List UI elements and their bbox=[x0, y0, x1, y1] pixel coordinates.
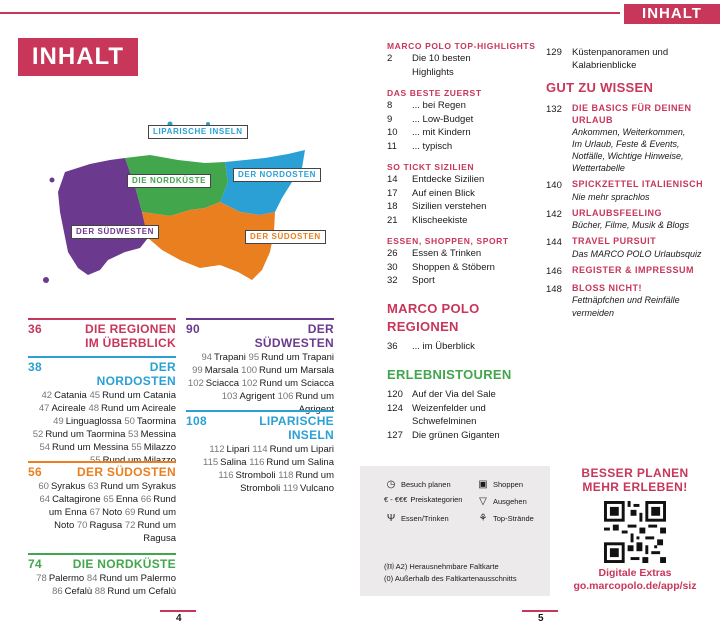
item-page: 52 bbox=[32, 428, 44, 440]
item-page: 60 bbox=[38, 480, 49, 492]
item-label: Salina bbox=[220, 456, 247, 468]
section-heading: MARCO POLO REGIONEN bbox=[387, 300, 480, 334]
toc-column-4 bbox=[546, 46, 716, 324]
item-label: Ragusa bbox=[89, 520, 123, 532]
entry-subtitle: Bücher, Filme, Musik & Blogs bbox=[572, 220, 690, 231]
toc-row[interactable] bbox=[387, 214, 547, 227]
toc-label: Weizenfelder und bbox=[412, 402, 486, 414]
toc-row[interactable] bbox=[387, 140, 547, 153]
header-bar bbox=[0, 4, 720, 20]
region-item-line bbox=[28, 441, 176, 454]
legend-item: € - €€€ Preiskategorien bbox=[384, 495, 463, 504]
toc-page: 32 bbox=[387, 275, 398, 287]
toc-page: 140 bbox=[546, 180, 562, 192]
region-item-line bbox=[186, 443, 334, 456]
toc-entry[interactable] bbox=[546, 265, 716, 278]
item-page: 88 bbox=[94, 585, 106, 597]
promo-url[interactable]: go.marcopolo.de/app/siz bbox=[573, 579, 697, 592]
item-page: 116 bbox=[218, 469, 234, 481]
item-label: Marsala bbox=[204, 364, 239, 376]
region-overview bbox=[28, 318, 176, 351]
region-suedwesten bbox=[186, 318, 334, 416]
region-item[interactable] bbox=[203, 457, 247, 468]
toc-label: Shoppen & Stöbern bbox=[412, 261, 495, 273]
page-number-right: 5 bbox=[538, 613, 544, 624]
toc-row[interactable] bbox=[387, 99, 547, 112]
item-page: 54 bbox=[39, 442, 51, 454]
region-item[interactable] bbox=[249, 457, 334, 468]
region-item[interactable] bbox=[241, 365, 334, 376]
region-item[interactable] bbox=[38, 481, 85, 492]
region-item[interactable] bbox=[283, 483, 334, 494]
item-label: Rund um Catania bbox=[102, 389, 176, 401]
toc-page: 142 bbox=[546, 208, 562, 220]
toc-row[interactable] bbox=[387, 113, 547, 126]
toc-label: ... mit Kindern bbox=[412, 127, 471, 139]
page-number-left: 4 bbox=[176, 613, 182, 624]
entry-subtitle: Wettertabelle bbox=[572, 163, 625, 174]
region-item[interactable] bbox=[128, 429, 176, 440]
item-label: Messina bbox=[140, 428, 176, 440]
item-label: Rund um Trapani bbox=[261, 351, 334, 363]
item-label: Rund um Taormina bbox=[45, 428, 126, 440]
toc-label: Essen & Trinken bbox=[412, 248, 482, 260]
toc-page bbox=[387, 415, 412, 428]
item-label: Noto bbox=[102, 507, 123, 519]
item-label: Rund um bbox=[137, 507, 176, 519]
toc-label: Sport bbox=[412, 275, 435, 287]
toc-page: 148 bbox=[546, 284, 562, 296]
promo-line-2: MEHR ERLEBEN! bbox=[582, 480, 688, 495]
toc-page: 11 bbox=[387, 140, 397, 152]
item-label: Rund um Sciacca bbox=[259, 377, 334, 389]
toc-label: Entdecke Sizilien bbox=[412, 174, 485, 186]
promo-block bbox=[560, 466, 710, 593]
legend-item: Ψ Essen/Trinken bbox=[384, 512, 449, 525]
toc-page: 120 bbox=[387, 389, 403, 401]
entry-heading: REGISTER & IMPRESSUM bbox=[572, 264, 695, 275]
section-heading: MARCO POLO TOP-HIGHLIGHTS bbox=[387, 41, 536, 51]
item-page: 65 bbox=[103, 493, 114, 505]
item-label: Rund um Messina bbox=[52, 442, 129, 454]
region-item-line bbox=[28, 532, 176, 545]
region-item[interactable] bbox=[201, 352, 245, 363]
region-item-line bbox=[28, 572, 176, 585]
item-page: 45 bbox=[89, 389, 101, 401]
promo-line-1: BESSER PLANEN bbox=[581, 466, 689, 480]
toc-page: 14 bbox=[387, 174, 398, 186]
toc-label: Auf einen Blick bbox=[412, 187, 475, 199]
toc-label: Auf der Via del Sale bbox=[412, 389, 496, 401]
region-item[interactable] bbox=[143, 533, 176, 544]
map-label-suedosten: DER SÜDOSTEN bbox=[245, 230, 326, 244]
item-label: Rund um Lipari bbox=[269, 443, 334, 455]
region-item[interactable] bbox=[53, 416, 122, 427]
toc-row[interactable] bbox=[387, 247, 547, 260]
region-item-line bbox=[186, 364, 334, 377]
region-item[interactable] bbox=[242, 378, 334, 389]
toc-row[interactable] bbox=[387, 66, 547, 79]
region-item-line bbox=[28, 389, 176, 402]
toc-label: Highlights bbox=[412, 66, 454, 78]
entry-subtitle: Notfälle, Wichtige Hinweise, bbox=[572, 151, 684, 162]
region-item[interactable] bbox=[188, 378, 239, 389]
toc-label: ... Low-Budget bbox=[412, 113, 474, 125]
toc-row[interactable] bbox=[387, 429, 547, 442]
region-title: DIE NORDKÜSTE bbox=[72, 557, 176, 571]
item-page: 67 bbox=[89, 507, 101, 519]
region-title: DIE REGIONEN IM ÜBERBLICK bbox=[85, 322, 176, 350]
legend-item: ▽ Ausgehen bbox=[476, 495, 527, 508]
region-item[interactable] bbox=[52, 586, 92, 597]
toc-page: 9 bbox=[387, 113, 393, 125]
region-item[interactable] bbox=[124, 416, 176, 427]
toc-entry[interactable] bbox=[546, 208, 716, 231]
item-page: 100 bbox=[241, 364, 258, 376]
section-heading: ERLEBNISTOUREN bbox=[387, 366, 512, 382]
region-item[interactable] bbox=[89, 390, 176, 401]
legend-item: ▣ Shoppen bbox=[476, 478, 523, 491]
entry-subtitle: Das MARCO POLO Urlaubsquiz bbox=[572, 248, 702, 259]
region-title: DER SÜDWESTEN bbox=[254, 322, 334, 350]
map-label-suedwesten: DER SÜDWESTEN bbox=[71, 225, 159, 239]
toc-column-3 bbox=[387, 40, 547, 442]
region-item-line bbox=[186, 456, 334, 469]
item-label: Rund um bbox=[295, 390, 334, 402]
toc-page: 144 bbox=[546, 237, 562, 249]
region-item-line bbox=[28, 493, 176, 506]
region-item[interactable] bbox=[54, 520, 74, 531]
region-item-line bbox=[28, 519, 176, 532]
item-label: Rund um Salina bbox=[266, 456, 334, 468]
toc-row[interactable] bbox=[387, 261, 547, 274]
toc-label: Die 10 besten bbox=[412, 53, 471, 65]
item-page: 48 bbox=[88, 402, 100, 414]
item-page: 102 bbox=[187, 377, 204, 389]
item-label: Rund bbox=[153, 493, 176, 505]
item-label: Taormina bbox=[136, 415, 176, 427]
page-number: 38 bbox=[28, 360, 42, 374]
item-label: Lipari bbox=[226, 443, 250, 455]
toc-page bbox=[387, 66, 412, 79]
item-page: 72 bbox=[124, 520, 136, 532]
toc-row[interactable] bbox=[387, 52, 547, 65]
region-item[interactable] bbox=[33, 429, 126, 440]
palm-icon: ⚘ bbox=[478, 513, 488, 524]
region-items bbox=[186, 351, 334, 417]
cocktail-icon: ▽ bbox=[479, 496, 487, 507]
toc-row[interactable] bbox=[546, 46, 716, 59]
toc-row[interactable] bbox=[387, 388, 547, 401]
region-item[interactable] bbox=[141, 494, 176, 505]
entry-heading: DIE BASICS FÜR DEINEN bbox=[572, 103, 692, 114]
toc-row[interactable] bbox=[387, 415, 547, 428]
item-page: 55 bbox=[131, 442, 142, 454]
item-label: Vulcano bbox=[300, 482, 334, 494]
item-label: um Enna bbox=[48, 507, 87, 519]
item-page: 118 bbox=[278, 469, 294, 481]
page-number: 90 bbox=[186, 322, 200, 336]
map-label-nordkueste: DIE NORDKÜSTE bbox=[127, 174, 211, 188]
toc-label: Kalabrienblicke bbox=[572, 60, 637, 72]
item-label: Milazzo bbox=[143, 442, 176, 454]
toc-row[interactable] bbox=[387, 126, 547, 139]
item-label: Stromboli bbox=[235, 469, 276, 481]
toc-label: ... bei Regen bbox=[412, 100, 466, 112]
item-page: 114 bbox=[252, 443, 268, 455]
item-page: 103 bbox=[221, 390, 238, 402]
item-label: Enna bbox=[115, 493, 139, 505]
item-label: Rund um Acireale bbox=[101, 402, 176, 414]
entry-heading: URLAUB bbox=[572, 114, 613, 125]
page-number: 74 bbox=[28, 557, 42, 571]
item-label: Cefalù bbox=[64, 585, 93, 597]
toc-page: 2 bbox=[387, 53, 393, 65]
region-item[interactable] bbox=[222, 391, 275, 402]
region-items bbox=[186, 443, 334, 495]
toc-entry[interactable] bbox=[546, 179, 716, 202]
region-nordosten bbox=[28, 356, 176, 467]
toc-entry[interactable] bbox=[546, 283, 716, 319]
region-item[interactable] bbox=[42, 390, 87, 401]
toc-label: ... im Überblick bbox=[412, 341, 475, 353]
item-page: 49 bbox=[53, 415, 64, 427]
map-label-liparische: LIPARISCHE INSELN bbox=[148, 125, 248, 139]
cutlery-icon: Ψ bbox=[386, 513, 396, 524]
item-page: 84 bbox=[86, 572, 98, 584]
region-item-line bbox=[28, 428, 176, 441]
region-item[interactable] bbox=[36, 573, 84, 584]
item-page: 95 bbox=[248, 351, 260, 363]
item-page: 70 bbox=[76, 520, 88, 532]
item-label: Noto bbox=[54, 520, 75, 532]
region-suedosten bbox=[28, 461, 176, 545]
item-page: 42 bbox=[41, 389, 53, 401]
toc-entry[interactable] bbox=[546, 103, 716, 174]
toc-row[interactable] bbox=[387, 274, 547, 287]
region-item[interactable] bbox=[95, 586, 176, 597]
item-page: 47 bbox=[38, 402, 50, 414]
page-number: 36 bbox=[28, 322, 42, 336]
item-page: 63 bbox=[87, 480, 99, 492]
region-item-line bbox=[28, 585, 176, 598]
header-rule bbox=[0, 12, 620, 14]
item-page: 50 bbox=[124, 415, 135, 427]
clock-icon: ◷ bbox=[386, 479, 396, 490]
region-item[interactable] bbox=[88, 403, 176, 414]
map-label-nordosten: DER NORDOSTEN bbox=[233, 168, 321, 182]
item-page: 66 bbox=[140, 493, 152, 505]
toc-label: Küstenpanoramen und bbox=[572, 47, 669, 58]
region-liparische bbox=[186, 410, 334, 495]
toc-page: 10 bbox=[387, 127, 398, 139]
entry-subtitle: Im Urlaub, Feste & Events, bbox=[572, 139, 680, 150]
item-label: Syrakus bbox=[50, 480, 86, 492]
toc-page: 36 bbox=[387, 341, 398, 353]
entry-subtitle: vermeiden bbox=[572, 307, 615, 318]
section-heading: DAS BESTE ZUERST bbox=[387, 88, 482, 99]
region-item-line bbox=[28, 415, 176, 428]
entry-heading: TRAVEL PURSUIT bbox=[572, 236, 657, 247]
item-page: 69 bbox=[124, 507, 136, 519]
toc-page: 21 bbox=[387, 214, 398, 226]
page-number: 108 bbox=[186, 414, 207, 428]
region-item[interactable] bbox=[90, 507, 123, 518]
legend-note: (⒨ A2) Herausnehmbare Faltkarte bbox=[384, 562, 499, 571]
section-heading: ESSEN, SHOPPEN, SPORT bbox=[387, 236, 509, 247]
page-title: INHALT bbox=[18, 38, 138, 76]
region-item[interactable] bbox=[39, 442, 128, 453]
toc-page: 18 bbox=[387, 201, 398, 213]
region-item[interactable] bbox=[77, 520, 122, 531]
header-tag: INHALT bbox=[624, 4, 720, 24]
item-label: Stromboli bbox=[240, 482, 281, 494]
item-label: Caltagirone bbox=[52, 493, 101, 505]
item-label: Rund um Palermo bbox=[99, 572, 176, 584]
legend-note: (0) Außerhalb des Faltkartenausschnitts bbox=[384, 574, 517, 583]
region-item-line bbox=[186, 482, 334, 495]
toc-row[interactable] bbox=[387, 173, 547, 186]
toc-page: 26 bbox=[387, 248, 398, 260]
item-label: Ragusa bbox=[143, 533, 176, 545]
toc-label: Klischeekiste bbox=[412, 214, 468, 226]
item-label: Catania bbox=[54, 389, 87, 401]
region-item[interactable] bbox=[131, 442, 176, 453]
section-heading: SO TICKT SIZILIEN bbox=[387, 162, 475, 173]
item-page: 94 bbox=[201, 351, 213, 363]
region-item-line bbox=[186, 390, 334, 403]
region-item[interactable] bbox=[125, 507, 176, 518]
item-page: 102 bbox=[241, 377, 258, 389]
region-items bbox=[28, 480, 176, 546]
item-label: Rund um bbox=[137, 520, 176, 532]
toc-row[interactable] bbox=[387, 340, 547, 353]
region-title: DER NORDOSTEN bbox=[96, 360, 176, 388]
item-page: 119 bbox=[282, 482, 299, 494]
toc-page: 8 bbox=[387, 100, 393, 112]
region-item-line bbox=[28, 506, 176, 519]
item-label: Agrigent bbox=[239, 390, 275, 402]
region-nordkueste bbox=[28, 553, 176, 598]
item-page: 112 bbox=[209, 443, 225, 455]
region-items bbox=[28, 389, 176, 468]
entry-subtitle: Ankommen, Weiterkommen, bbox=[572, 126, 686, 137]
item-page: 53 bbox=[128, 428, 139, 440]
sicily-map bbox=[30, 120, 330, 290]
entry-heading: SPICKZETTEL ITALIENISCH bbox=[572, 179, 704, 190]
region-item[interactable] bbox=[49, 507, 87, 518]
shopping-bag-icon: ▣ bbox=[478, 479, 488, 490]
item-label: Sciacca bbox=[205, 377, 240, 389]
region-item[interactable] bbox=[39, 494, 100, 505]
region-item[interactable] bbox=[278, 470, 334, 481]
item-label: Rund um Cefalù bbox=[107, 585, 176, 597]
toc-label: ... typisch bbox=[412, 140, 453, 152]
toc-page: 30 bbox=[387, 261, 398, 273]
toc-entry[interactable] bbox=[546, 236, 716, 259]
item-page: 106 bbox=[277, 390, 294, 402]
item-page: 116 bbox=[249, 456, 265, 468]
item-label: Rund um Syrakus bbox=[100, 480, 176, 492]
region-item[interactable] bbox=[209, 444, 249, 455]
item-page: 99 bbox=[192, 364, 203, 376]
region-item[interactable] bbox=[87, 573, 176, 584]
region-item[interactable] bbox=[218, 470, 275, 481]
legend-box bbox=[360, 466, 550, 596]
qr-code-icon[interactable] bbox=[604, 501, 666, 563]
item-page: 64 bbox=[39, 493, 51, 505]
region-item[interactable] bbox=[249, 352, 334, 363]
item-label: Palermo bbox=[48, 572, 85, 584]
euro-icon: € - €€€ bbox=[384, 495, 408, 504]
item-label: Rund um Marsala bbox=[259, 364, 334, 376]
toc-label: Sizilien verstehen bbox=[412, 201, 487, 213]
region-item[interactable] bbox=[39, 403, 86, 414]
toc-label: Schwefelminen bbox=[412, 416, 477, 428]
region-item[interactable] bbox=[103, 494, 138, 505]
page-number: 56 bbox=[28, 465, 42, 479]
entry-heading: BLOSS NICHT! bbox=[572, 283, 642, 294]
legend-item: ⚘ Top-Strände bbox=[476, 512, 534, 525]
region-title: DER SÜDOSTEN bbox=[77, 465, 176, 479]
item-label: Trapani bbox=[214, 351, 246, 363]
region-item[interactable] bbox=[88, 481, 176, 492]
item-label: Acireale bbox=[51, 402, 86, 414]
region-items bbox=[28, 572, 176, 598]
item-page: 86 bbox=[52, 585, 63, 597]
region-item[interactable] bbox=[252, 444, 334, 455]
toc-row[interactable] bbox=[387, 200, 547, 213]
toc-row[interactable] bbox=[387, 402, 547, 415]
toc-row[interactable] bbox=[387, 187, 547, 200]
region-title: LIPARISCHE INSELN bbox=[259, 414, 334, 442]
promo-digital: Digitale Extras bbox=[598, 566, 672, 579]
region-item[interactable] bbox=[240, 483, 280, 494]
region-item-line bbox=[186, 469, 334, 482]
entry-subtitle: Fettnäpfchen und Reinfälle bbox=[572, 295, 680, 306]
region-item[interactable] bbox=[125, 520, 176, 531]
item-page: 115 bbox=[203, 456, 219, 468]
toc-page: 124 bbox=[387, 402, 403, 414]
region-item-line bbox=[186, 351, 334, 364]
toc-label: Die grünen Giganten bbox=[412, 429, 500, 441]
map-region-nordosten bbox=[220, 150, 305, 215]
region-item-line bbox=[28, 480, 176, 493]
toc-page: 129 bbox=[546, 47, 562, 58]
toc-row[interactable] bbox=[546, 59, 716, 72]
toc-page: 132 bbox=[546, 104, 562, 116]
toc-page: 146 bbox=[546, 265, 562, 277]
entry-subtitle: Nie mehr sprachlos bbox=[572, 191, 650, 202]
item-label: Rund um bbox=[295, 469, 334, 481]
entry-heading: URLAUBSFEELING bbox=[572, 207, 662, 218]
region-item[interactable] bbox=[278, 391, 334, 402]
toc-page: 17 bbox=[387, 187, 398, 199]
toc-page bbox=[546, 59, 572, 72]
legend-item: ◷ Besuch planen bbox=[384, 478, 451, 491]
region-item-line bbox=[28, 402, 176, 415]
section-heading: GUT ZU WISSEN bbox=[546, 79, 654, 95]
item-label: Linguaglossa bbox=[65, 415, 122, 427]
region-item-line bbox=[186, 377, 334, 390]
item-page: 78 bbox=[36, 572, 47, 584]
toc-page: 127 bbox=[387, 429, 403, 441]
region-item[interactable] bbox=[192, 365, 238, 376]
